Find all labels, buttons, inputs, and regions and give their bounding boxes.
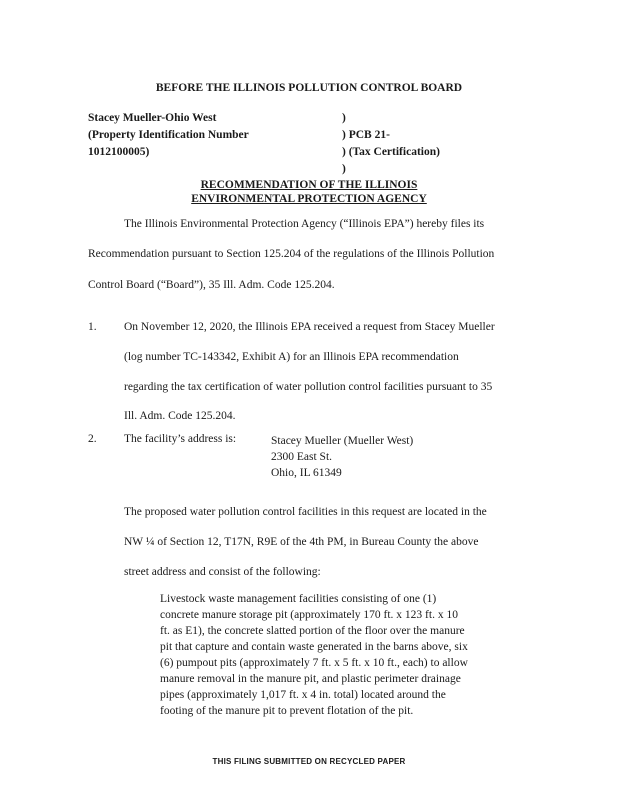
case-caption-number [342,110,440,178]
block-line: Livestock waste management facilities consisting of one (1) [160,593,437,605]
caption-line: ) (Tax Certification) [342,146,440,158]
board-heading: BEFORE THE ILLINOIS POLLUTION CONTROL BOARD [155,82,463,94]
block-line: ft. as E1), the concrete slatted portion of the floor over the manure [160,625,465,637]
address-line: Ohio, IL 61349 [271,467,342,479]
caption-line: (Property Identification Number [88,129,249,141]
intro-line: Control Board (“Board”), 35 Ill. Adm. Code 125.204. [88,279,335,291]
block-line: pit that capture and contain waste generated in the barns above, six [160,641,468,653]
title-line: ENVIRONMENTAL PROTECTION AGENCY [191,193,427,205]
caption-line: ) PCB 21- [342,129,390,141]
document-title [0,178,618,206]
caption-line: 1012100005) [88,146,150,158]
caption-line: Stacey Mueller-Ohio West [88,112,217,124]
address-label: The facility’s address is: [124,433,237,445]
paragraph-line: The proposed water pollution control facilities in this request are located in the [124,506,487,518]
paragraph-line: (log number TC-143342, Exhibit A) for an Illinois EPA recommendation [124,351,459,363]
paragraph-line: street address and consist of the following: [124,566,321,578]
block-line: pipes (approximately 1,017 ft. x 4 in. total) located around the [160,689,446,701]
intro-line: Recommendation pursuant to Section 125.204 of the regulations of the Illinois Pollution [88,248,495,260]
paragraph-line: regarding the tax certification of water pollution control facilities pursuant to 35 [124,381,493,393]
facility-address [271,433,413,481]
block-line: concrete manure storage pit (approximately 170 ft. x 123 ft. x 10 [160,609,458,621]
caption-line: ) [342,112,346,124]
paragraph-number: 2. [88,433,97,445]
page-footer: THIS FILING SUBMITTED ON RECYCLED PAPER [212,757,406,766]
case-caption-party [88,110,249,161]
paragraph-line: Ill. Adm. Code 125.204. [124,410,236,422]
intro-line: The Illinois Environmental Protection Agency (“Illinois EPA”) hereby files its [124,218,485,230]
block-line: footing of the manure pit to prevent flotation of the pit. [160,705,414,717]
address-line: Stacey Mueller (Mueller West) [271,435,414,447]
address-line: 2300 East St. [271,451,333,463]
paragraph-line: NW ¼ of Section 12, T17N, R9E of the 4th PM, in Bureau County the above [124,536,479,548]
block-line: (6) pumpout pits (approximately 7 ft. x 5 ft. x 10 ft., each) to allow [160,657,468,669]
block-line: manure removal in the manure pit, and plastic perimeter drainage [160,673,461,685]
title-line: RECOMMENDATION OF THE ILLINOIS [200,179,418,191]
paragraph-number: 1. [88,321,97,333]
facility-description-block [160,591,520,719]
paragraph-line: On November 12, 2020, the Illinois EPA received a request from Stacey Mueller [124,321,495,333]
caption-line: ) [342,163,346,175]
